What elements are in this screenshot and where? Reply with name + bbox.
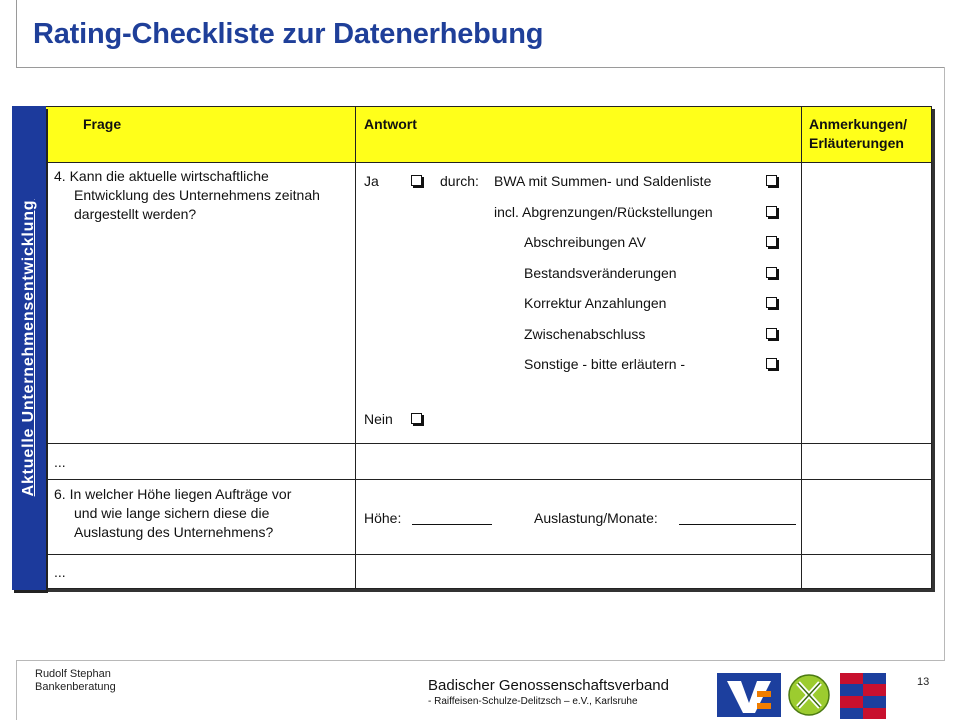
checklist-table — [44, 106, 932, 589]
checkbox-icon[interactable] — [766, 267, 777, 278]
answer-ja-label: Ja — [364, 173, 379, 189]
raiffeisen-logo — [788, 674, 830, 716]
page-title: Rating-Checkliste zur Datenerhebung — [33, 18, 544, 50]
frame-right-line — [944, 67, 945, 660]
frame-bottom-line — [16, 660, 945, 661]
header-anmerkungen-1: Anmerkungen/ — [809, 116, 908, 132]
question-6-line-1: 6. In welcher Höhe liegen Aufträge vor — [54, 486, 292, 502]
option-zwischenabschluss: Zwischenabschluss — [524, 326, 646, 342]
frame-top-line — [16, 67, 945, 68]
checkbox-icon[interactable] — [766, 358, 777, 369]
row-divider — [45, 554, 931, 555]
question-6-line-2: und wie lange sichern diese die — [74, 505, 270, 521]
option-bwa: BWA mit Summen- und Saldenliste — [494, 173, 712, 189]
option-abschreibungen: Abschreibungen AV — [524, 234, 646, 250]
auslastung-input-line[interactable] — [679, 524, 796, 525]
option-bestandsveraenderungen: Bestandsveränderungen — [524, 265, 677, 281]
hoehe-input-line[interactable] — [412, 524, 492, 525]
question-4-line-1: 4. Kann die aktuelle wirtschaftliche — [54, 168, 269, 184]
frame-left-line — [16, 0, 17, 68]
checkbox-icon[interactable] — [411, 413, 422, 424]
option-abgrenzungen: incl. Abgrenzungen/Rückstellungen — [494, 204, 713, 220]
checkbox-icon[interactable] — [766, 175, 777, 186]
question-6-line-3: Auslastung des Unternehmens? — [74, 524, 274, 540]
frame-footer-line — [16, 660, 17, 720]
row-divider — [45, 443, 931, 444]
page-number: 13 — [917, 676, 930, 688]
footer-author-name: Rudolf Stephan — [35, 668, 111, 680]
answer-durch-label: durch: — [440, 173, 479, 189]
side-category-text: Aktuelle Unternehmensentwicklung — [20, 199, 37, 497]
answer-nein-label: Nein — [364, 411, 393, 427]
side-category-label — [12, 106, 46, 590]
option-sonstige: Sonstige - bitte erläutern - — [524, 356, 686, 372]
checkbox-icon[interactable] — [411, 175, 422, 186]
checkbox-icon[interactable] — [766, 236, 777, 247]
option-korrektur-anzahlungen: Korrektur Anzahlungen — [524, 295, 667, 311]
checkbox-icon[interactable] — [766, 206, 777, 217]
question-4-line-2: Entwicklung des Unternehmens zeitnah — [74, 187, 320, 203]
answer-hoehe-label: Höhe: — [364, 510, 402, 526]
checkbox-icon[interactable] — [766, 328, 777, 339]
checkbox-icon[interactable] — [766, 297, 777, 308]
footer-author-firm: Bankenberatung — [35, 681, 116, 693]
volksbank-logo — [717, 673, 781, 717]
question-4-line-3: dargestellt werden? — [74, 206, 197, 222]
header-antwort: Antwort — [364, 116, 417, 132]
column-divider — [801, 107, 802, 588]
header-frage: Frage — [83, 116, 122, 132]
header-anmerkungen-2: Erläuterungen — [809, 135, 904, 151]
footer-author — [35, 668, 116, 694]
ellipsis-row-2: ... — [54, 564, 66, 580]
answer-auslastung-label: Auslastung/Monate: — [534, 510, 658, 526]
column-divider — [355, 107, 356, 588]
footer-organization: Badischer Genossenschaftsverband — [428, 677, 669, 694]
ellipsis-row-1: ... — [54, 454, 66, 470]
table-header — [45, 107, 931, 163]
row-divider — [45, 479, 931, 480]
verband-logo — [840, 673, 886, 719]
footer-organization-subtitle: - Raiffeisen-Schulze-Delitzsch – e.V., Karlsruhe — [428, 696, 638, 707]
